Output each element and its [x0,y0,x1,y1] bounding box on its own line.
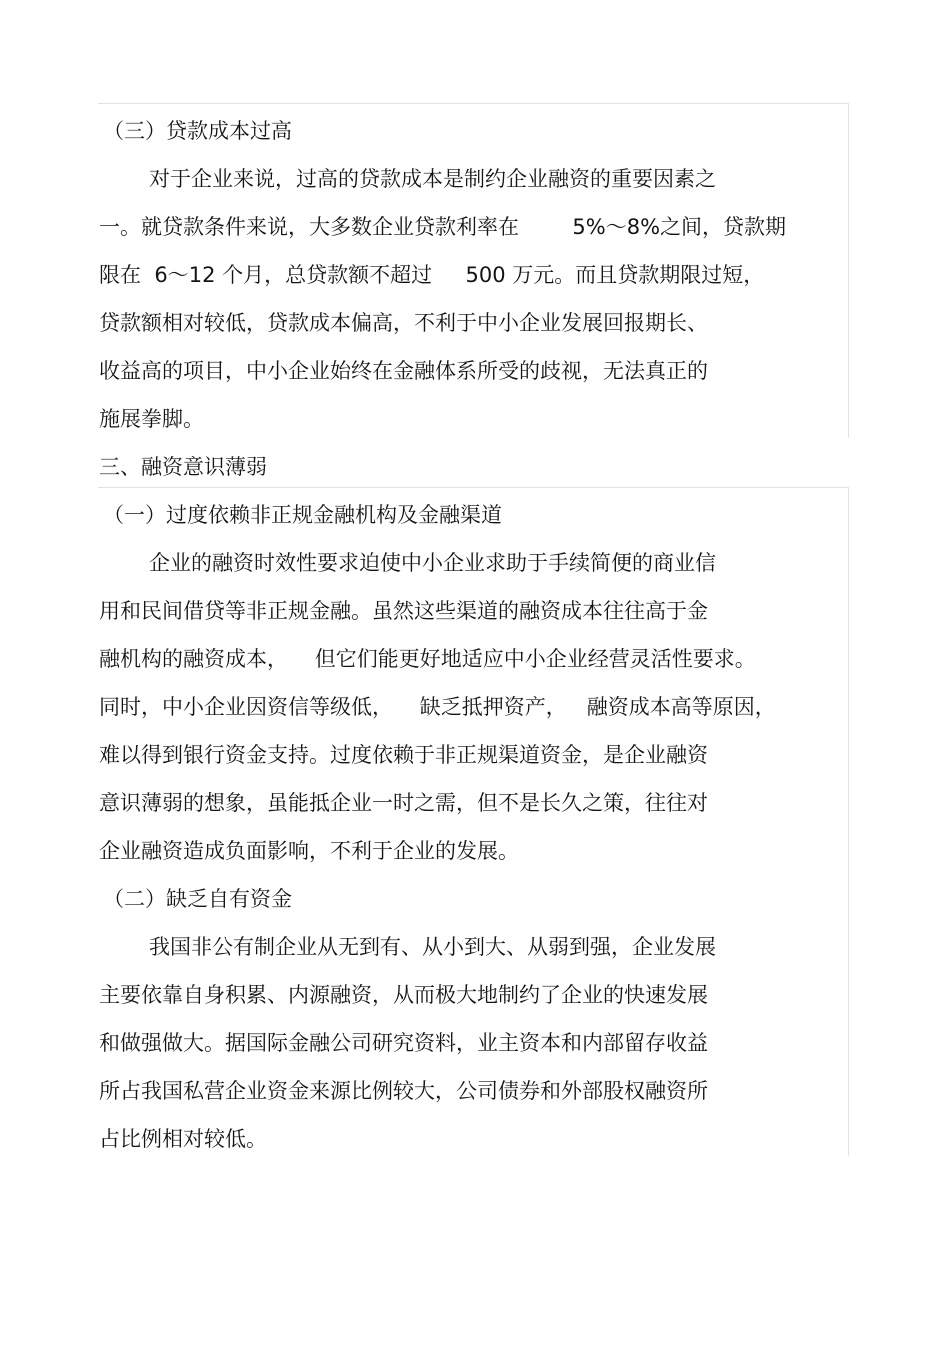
chapter-heading: 三、融资意识薄弱 [99,455,267,479]
paragraph-line: 同时，中小企业因资信等级低， 缺乏抵押资产， 融资成本高等原因， [99,695,776,719]
paragraph-line: 贷款额相对较低，贷款成本偏高，不利于中小企业发展回报期长、 [99,311,708,335]
paragraph-line: 占比例相对较低。 [99,1127,267,1151]
paragraph-line: 对于企业来说，过高的贷款成本是制约企业融资的重要因素之 [149,167,716,191]
paragraph-line: 所占我国私营企业资金来源比例较大，公司债券和外部股权融资所 [99,1079,708,1103]
paragraph-line: 限在 6～12 个月，总贷款额不超过 500 万元。而且贷款期限过短， [99,263,765,287]
paragraph-line: 主要依靠自身积累、内源融资，从而极大地制约了企业的快速发展 [99,983,708,1007]
section-heading: （一）过度依赖非正规金融机构及金融渠道 [103,503,502,527]
paragraph-line: 意识薄弱的想象，虽能抵企业一时之需，但不是长久之策，往往对 [99,791,708,815]
paragraph-line: 收益高的项目，中小企业始终在金融体系所受的歧视，无法真正的 [99,359,708,383]
section-heading: （三）贷款成本过高 [103,119,292,143]
paragraph-line: 融机构的融资成本， 但它们能更好地适应中小企业经营灵活性要求。 [99,647,756,671]
paragraph-line: 一。就贷款条件来说，大多数企业贷款利率在 5%～8%之间，贷款期 [99,215,787,239]
paragraph-line: 企业的融资时效性要求迫使中小企业求助于手续简便的商业信 [149,551,716,575]
paragraph-line: 和做强做大。据国际金融公司研究资料，业主资本和内部留存收益 [99,1031,708,1055]
paragraph-line: 施展拳脚。 [99,407,204,431]
paragraph-line: 难以得到银行资金支持。过度依赖于非正规渠道资金，是企业融资 [99,743,708,767]
paragraph-line: 我国非公有制企业从无到有、从小到大、从弱到强，企业发展 [149,935,716,959]
section-heading: （二）缺乏自有资金 [103,887,292,911]
paragraph-line: 企业融资造成负面影响，不利于企业的发展。 [99,839,519,863]
paragraph-line: 用和民间借贷等非正规金融。虽然这些渠道的融资成本往往高于金 [99,599,708,623]
